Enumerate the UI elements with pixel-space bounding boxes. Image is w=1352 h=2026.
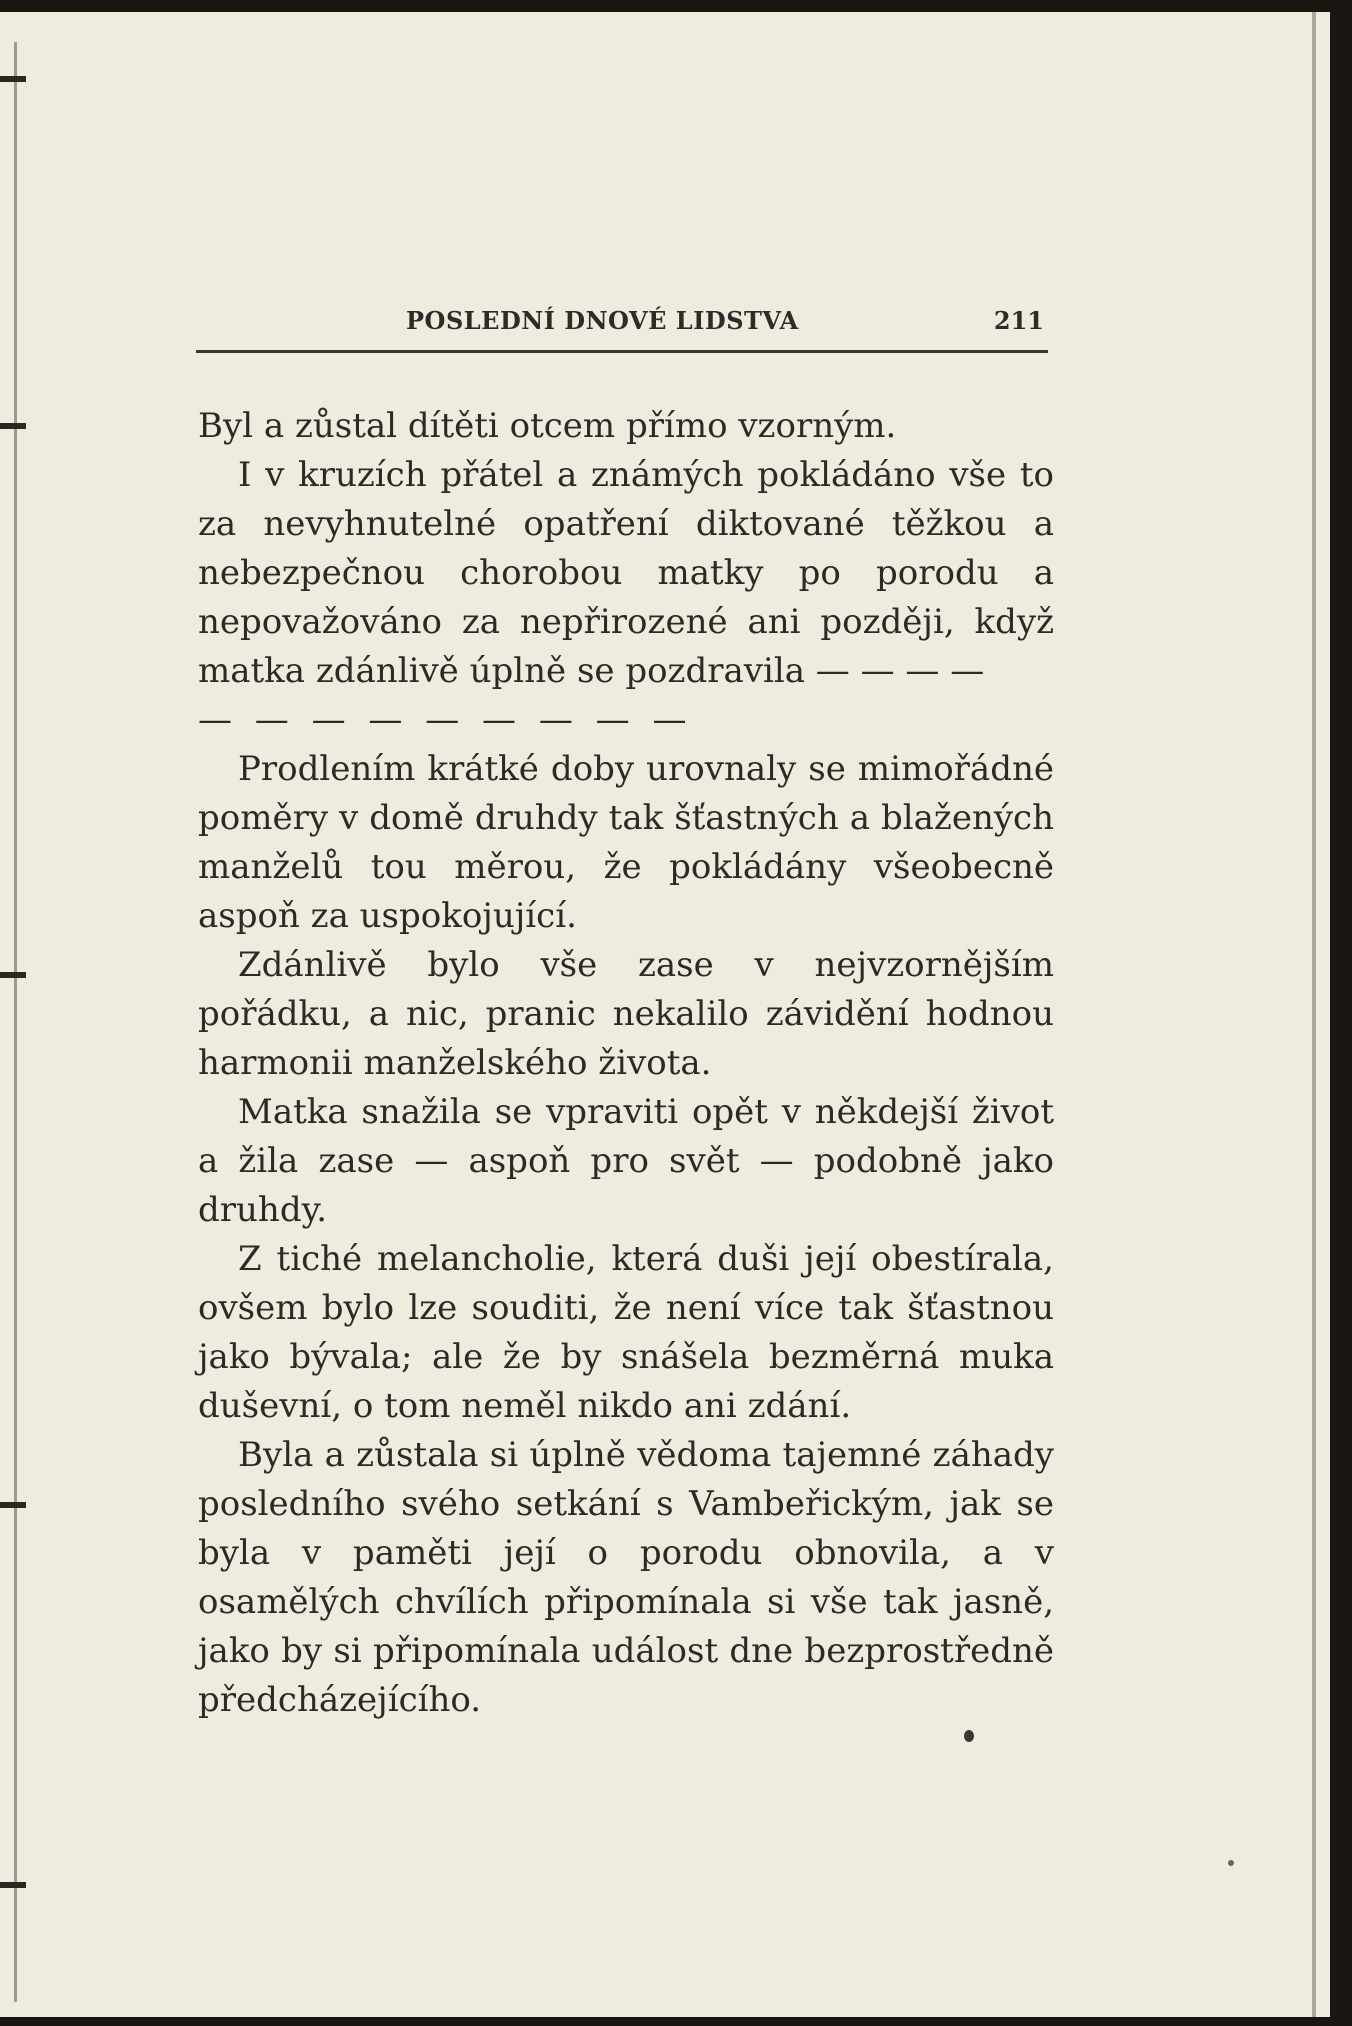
binding-mark xyxy=(0,1502,26,1508)
binding-mark xyxy=(0,423,26,429)
paragraph: I v kruzích přátel a známých pokládáno vše to za nevyhnutelné opatření diktované těžkou a nebezpečnou chorobou matky po porodu a nepovažováno za nepřirozené ani později, když matka zdánlivě úplně se pozdravila — — — — xyxy=(198,455,1054,691)
binding-mark xyxy=(0,972,26,978)
paragraph: Zdánlivě bylo vše zase v nejvzornějším pořádku, a nic, pranic nekalilo závidění hodnou harmonii manželského života. xyxy=(198,945,1054,1083)
ink-spot xyxy=(1228,1860,1234,1866)
running-title: POSLEDNÍ DNOVÉ LIDSTVA xyxy=(406,306,799,335)
dash-separator: — — — — — — — — — xyxy=(198,700,693,740)
ink-spot xyxy=(964,1730,974,1742)
paragraph: Matka snažila se vpraviti opět v někdejší život a žila zase — aspoň pro svět — podobně jako druhdy. xyxy=(198,1092,1054,1230)
page-edge xyxy=(1312,12,1316,2017)
header-rule xyxy=(196,350,1048,353)
body-text xyxy=(198,402,1054,1725)
book-page xyxy=(0,12,1330,2017)
running-head xyxy=(196,300,1048,340)
paragraph: Prodlením krátké doby urovnaly se mimořádné poměry v domě druhdy tak šťastných a blažených manželů tou měrou, že pokládány všeobecně aspoň za uspokojující. xyxy=(198,749,1054,936)
paragraph: Z tiché melancholie, která duši její obestírala, ovšem bylo lze souditi, že není více tak šťastnou jako bývala; ale že by snášela bezměrná muka duševní, o tom neměl nikdo ani zdání. xyxy=(198,1239,1054,1426)
paragraph: Byla a zůstala si úplně vědoma tajemné záhady posledního svého setkání s Vambeřickým, jak se byla v paměti její o porodu obnovila, a v osamělých chvílích připomínala si vše tak jasně, jako by si připomínala událost dne bezprostředně předcházejícího. xyxy=(198,1435,1054,1720)
binding-mark xyxy=(0,76,26,82)
paragraph: Byl a zůstal dítěti otcem přímo vzorným. xyxy=(198,406,897,446)
binding-mark xyxy=(0,1882,26,1888)
page-number: 211 xyxy=(993,306,1044,335)
binding-edge xyxy=(14,42,17,2002)
